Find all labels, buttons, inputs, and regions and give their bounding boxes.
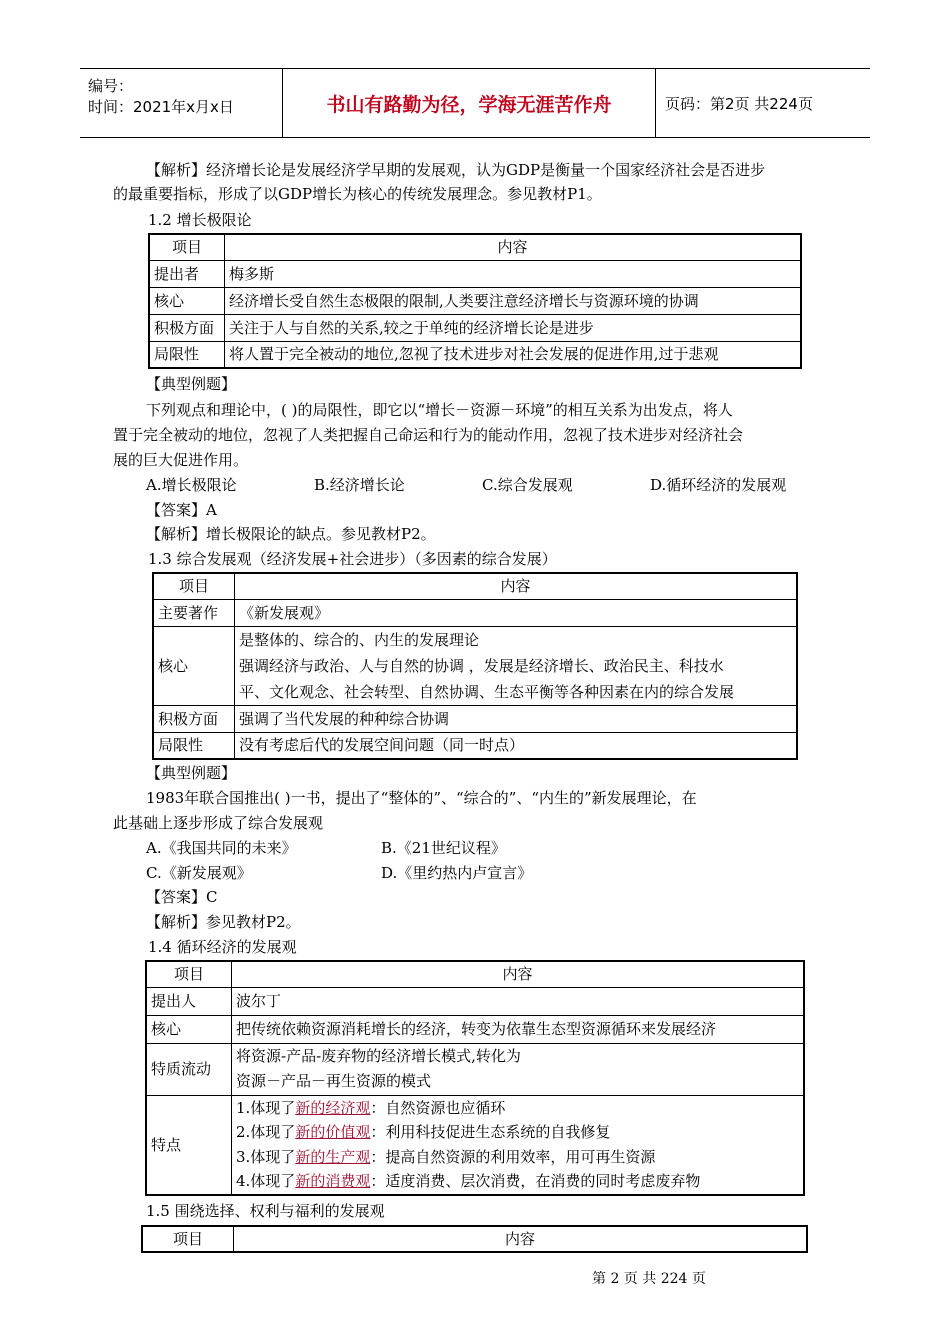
table-cell-value: 强调了当代发展的种种综合协调 [235, 705, 798, 732]
cell-line: 是整体的、综合的、内生的发展理论 [239, 630, 480, 649]
header-number: 编号： [88, 77, 134, 95]
cell-line: 强调经济与政治、人与自然的协调 ，发展是经济增长、政治民主、科技水 [239, 656, 724, 675]
example-1-answer: 【答案】A [146, 501, 217, 519]
feature-item [236, 1169, 799, 1194]
table-cell-label: 局限性 [153, 732, 235, 759]
section-1-3-title: 1.3 综合发展观（经济发展+社会进步）（多因素的综合发展） [148, 550, 557, 568]
example-2-question-line-1: 1983年联合国推出( )一书，提出了“整体的”、“综合的”、“内生的”新发展理论，在 [146, 789, 697, 807]
table-cell-label: 核心 [146, 1015, 232, 1043]
example-1-question-line-2: 置于完全被动的地位，忽视了人类把握自己命运和行为的能动作用，忽视了技术进步对经济社会 [113, 426, 744, 444]
feature-link-value[interactable]: 新的价值观 [295, 1123, 371, 1141]
table-header-item: 项目 [153, 573, 235, 599]
cell-line: 平、文化观念、社会转型、自然协调、生态平衡等各种因素在内的综合发展 [239, 682, 735, 701]
table-cell-label: 提出者 [149, 260, 225, 287]
table-cell-value [235, 626, 798, 705]
feature-prefix: 2.体现了 [236, 1123, 296, 1141]
example-1-option-d: D.循环经济的发展观 [650, 476, 787, 494]
section-1-4-title: 1.4 循环经济的发展观 [148, 938, 297, 956]
table-cell-value: 波尔丁 [232, 987, 805, 1015]
example-1-explanation: 【解析】增长极限论的缺点。参见教材P2。 [146, 525, 436, 543]
table-cell-value: 没有考虑后代的发展空间问题（同一时点） [235, 732, 798, 759]
analysis-line-1: 【解析】经济增长论是发展经济学早期的发展观，认为GDP是衡量一个国家经济社会是否进步 [146, 161, 766, 179]
table-header-content: 内容 [232, 961, 805, 987]
example-1-option-b: B.经济增长论 [314, 476, 405, 494]
feature-text: ：提高自然资源的利用效率，用可再生资源 [370, 1147, 656, 1166]
table-header-content: 内容 [234, 1226, 808, 1252]
page-header [80, 68, 870, 138]
example-2-title: 【典型例题】 [146, 764, 237, 782]
example-1-question-line-1: 下列观点和理论中，( )的局限性，即它以“增长－资源－环境”的相互关系为出发点，将人 [146, 401, 733, 419]
feature-item [236, 1145, 799, 1170]
table-header-content: 内容 [225, 234, 802, 260]
table-cell-label: 提出人 [146, 987, 232, 1015]
table-cell-label: 积极方面 [149, 314, 225, 341]
section-1-5-title: 1.5 围绕选择、权利与福利的发展观 [146, 1202, 385, 1220]
table-cell-value [232, 1043, 805, 1095]
feature-prefix: 1.体现了 [236, 1098, 296, 1117]
example-2-explanation: 【解析】参见教材P2。 [146, 913, 301, 931]
table-cell-value: 《新发展观》 [235, 599, 798, 626]
feature-link-production[interactable]: 新的生产观 [295, 1147, 371, 1166]
table-cell-label: 核心 [153, 626, 235, 705]
table-cell-value: 把传统依赖资源消耗增长的经济，转变为依靠生态型资源循环来发展经济 [232, 1015, 805, 1043]
section-1-2-title: 1.2 增长极限论 [148, 211, 252, 229]
header-motto: 书山有路勤为径，学海无涯苦作舟 [283, 69, 656, 137]
feature-item [236, 1120, 799, 1145]
table-cell-label: 局限性 [149, 341, 225, 368]
table-header-content: 内容 [235, 573, 798, 599]
table-circular-economy [145, 960, 805, 1196]
example-1-option-a: A.增长极限论 [146, 476, 237, 494]
table-cell-value: 梅多斯 [225, 260, 802, 287]
table-cell-label: 积极方面 [153, 705, 235, 732]
table-cell-label: 主要著作 [153, 599, 235, 626]
table-header-item: 项目 [142, 1226, 234, 1252]
table-cell-label: 特点 [146, 1095, 232, 1195]
table-cell-value [232, 1095, 805, 1195]
analysis-line-2: 的最重要指标，形成了以GDP增长为核心的传统发展理念。参见教材P1。 [113, 185, 602, 203]
example-2-option-a: A.《我国共同的未来》 [146, 839, 297, 857]
table-header-item: 项目 [149, 234, 225, 260]
example-2-option-d: D.《里约热内卢宣言》 [381, 864, 533, 882]
feature-prefix: 4.体现了 [236, 1172, 296, 1190]
feature-link-economy[interactable]: 新的经济观 [295, 1098, 371, 1117]
cell-line: 将资源-产品-废弃物的经济增长模式,转化为 [236, 1047, 521, 1065]
table-cell-value: 经济增长受自然生态极限的限制,人类要注意经济增长与资源环境的协调 [225, 287, 802, 314]
table-growth-limits [148, 233, 802, 369]
cell-line: 资源－产品－再生资源的模式 [236, 1072, 432, 1090]
table-comprehensive-development [152, 572, 798, 760]
table-header-item: 项目 [146, 961, 232, 987]
feature-prefix: 3.体现了 [236, 1147, 296, 1166]
header-left-cell [80, 69, 283, 137]
example-2-answer: 【答案】C [146, 888, 218, 906]
table-cell-label: 核心 [149, 287, 225, 314]
table-choice-rights-welfare [141, 1225, 808, 1253]
table-cell-value: 关注于人与自然的关系,较之于单纯的经济增长论是进步 [225, 314, 802, 341]
header-time: 时间：2021年x月x日 [88, 98, 234, 116]
example-1-question-line-3: 展的巨大促进作用。 [113, 451, 249, 469]
feature-link-consumption[interactable]: 新的消费观 [295, 1172, 371, 1190]
example-2-option-c: C.《新发展观》 [146, 864, 252, 882]
example-1-option-c: C.综合发展观 [482, 476, 573, 494]
feature-item [236, 1096, 799, 1121]
table-cell-value: 将人置于完全被动的地位,忽视了技术进步对社会发展的促进作用,过于悲观 [225, 341, 802, 368]
example-2-option-b: B.《21世纪议程》 [381, 839, 506, 857]
header-page-info: 页码：第2页 共224页 [665, 94, 813, 113]
feature-text: ：自然资源也应循环 [370, 1098, 506, 1117]
feature-text: ：适度消费、层次消费，在消费的同时考虑废弃物 [370, 1172, 701, 1190]
example-1-title: 【典型例题】 [146, 375, 237, 393]
example-2-question-line-2: 此基础上逐步形成了综合发展观 [113, 814, 324, 832]
table-cell-label: 特质流动 [146, 1043, 232, 1095]
page-footer: 第 2 页 共 224 页 [592, 1271, 706, 1287]
feature-text: ：利用科技促进生态系统的自我修复 [370, 1123, 611, 1141]
